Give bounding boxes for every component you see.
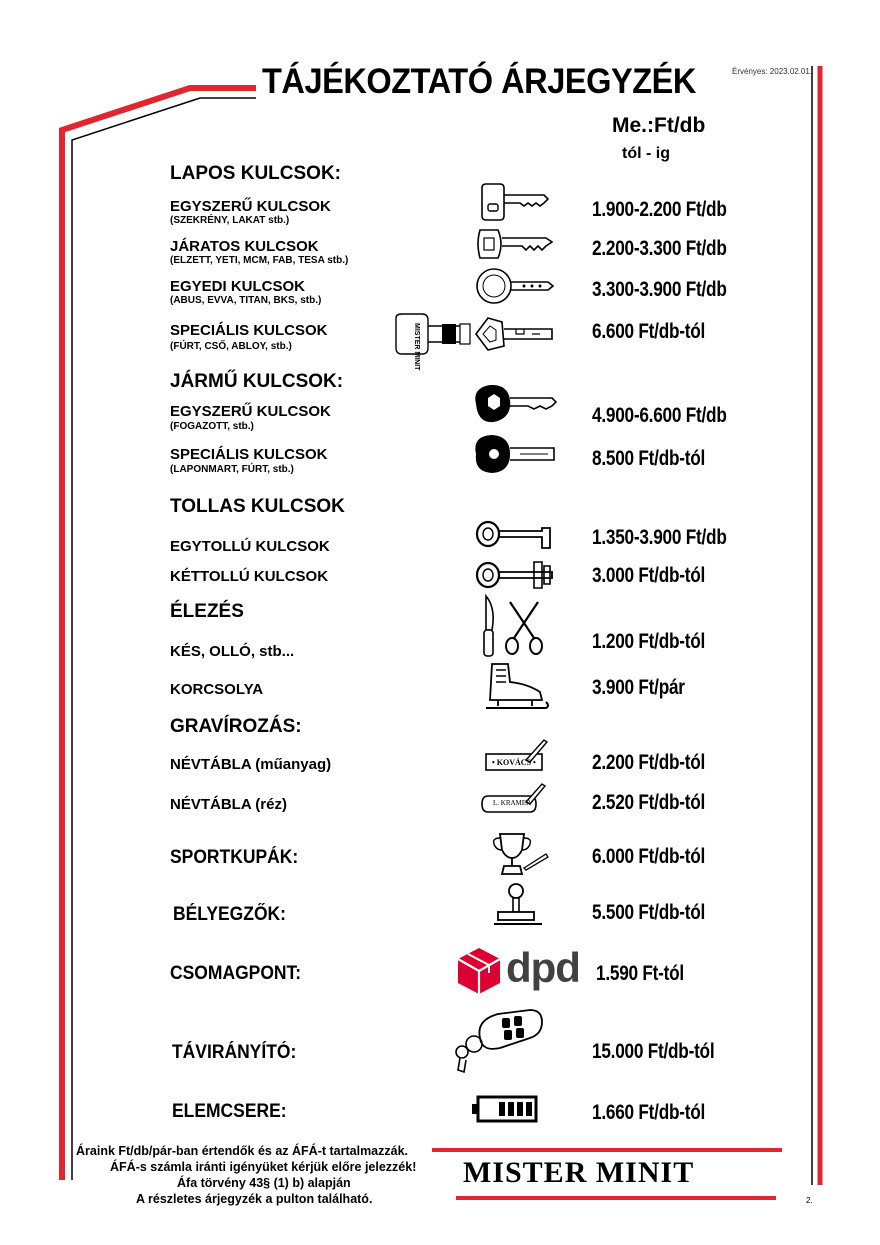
price-nevtabla-rez: 2.520 Ft/db-tól [592,791,706,814]
unit-label: Me.:Ft/db [612,114,706,137]
footer-line-3: Áfa törvény 43§ (1) b) alapján [177,1176,351,1190]
item-elemcsere-label: ELEMCSERE: [172,1101,287,1122]
common-key-icon [474,226,556,262]
item-specialis-sub: (FÚRT, CSŐ, ABLOY, stb.) [170,341,292,352]
double-bit-key-icon [474,558,556,594]
item-egytollu-label: EGYTOLLÚ KULCSOK [170,538,330,555]
price-nevtabla-muanyag: 2.200 Ft/db-tól [592,751,706,774]
trophy-icon [490,830,550,880]
item-specialis-label: SPECIÁLIS KULCSOK [170,322,328,339]
item-egyszeru-sub: (SZEKRÉNY, LAKAT stb.) [170,215,290,226]
price-taviranyito: 15.000 Ft/db-tól [592,1040,715,1063]
item-csomagpont-label: CSOMAGPONT: [170,963,302,984]
remote-control-icon [446,1006,546,1078]
item-korcsolya-label: KORCSOLYA [170,681,264,698]
bit-key-icon [474,518,556,554]
skate-icon [484,660,550,714]
dpd-logo-text: dpd [506,944,580,991]
footer-line-4: A részletes árjegyzék a pulton található. [136,1192,373,1206]
price-sportkupak: 6.000 Ft/db-tól [592,845,706,868]
section-elezes: ÉLEZÉS [170,601,244,622]
item-kes-label: KÉS, OLLÓ, stb... [170,643,295,660]
item-jarmu-egyszeru-sub: (FOGAZOTT, stb.) [170,421,254,432]
item-belyegzok-label: BÉLYEGZŐK: [173,904,287,925]
section-lapos-kulcsok: LAPOS KULCSOK: [170,163,341,184]
battery-icon [470,1094,540,1124]
price-specialis: 6.600 Ft/db-tól [592,320,706,343]
price-jaratos: 2.200-3.300 Ft/db [592,237,727,260]
section-tollas-kulcsok: TOLLAS KULCSOK [170,496,345,517]
item-jaratos-sub: (ELZETT, YETI, MCM, FAB, TESA stb.) [170,255,349,266]
dpd-cube-icon [456,946,502,996]
brand-top-rule [432,1148,782,1152]
price-kettollu: 3.000 Ft/db-tól [592,564,706,587]
mister-minit-tag-text: MISTER MINIT [413,323,420,371]
flat-key-icon [478,182,552,222]
item-taviranyito-label: TÁVIRÁNYÍTÓ: [172,1042,297,1063]
item-kettollu-label: KÉTTOLLÚ KULCSOK [170,568,329,585]
item-jarmu-specialis-label: SPECIÁLIS KULCSOK [170,446,328,463]
price-egytollu: 1.350-3.900 Ft/db [592,526,727,549]
item-sportkupak-label: SPORTKUPÁK: [170,847,299,868]
item-nevtabla-muanyag-label: NÉVTÁBLA (műanyag) [170,756,332,773]
brand-logo: MISTER MINIT [463,1156,695,1189]
item-egyszeru-label: EGYSZERŰ KULCSOK [170,198,331,215]
car-key-icon [470,382,560,426]
abloy-key-icon [472,314,558,354]
special-key-tag-icon [392,312,476,356]
price-egyedi: 3.300-3.900 Ft/db [592,278,727,301]
price-elemcsere: 1.660 Ft/db-tól [592,1101,706,1124]
transponder-key-icon [470,432,560,476]
price-jarmu-specialis: 8.500 Ft/db-tól [592,447,706,470]
scissors-icon [504,598,544,656]
plastic-nameplate-icon [484,736,550,776]
brand-bottom-rule [456,1196,776,1200]
price-kes: 1.200 Ft/db-tól [592,630,706,653]
range-label: tól - ig [622,145,670,162]
price-belyegzok: 5.500 Ft/db-tól [592,901,706,924]
price-egyszeru: 1.900-2.200 Ft/db [592,198,727,221]
section-jarmu-kulcsok: JÁRMŰ KULCSOK: [170,371,344,392]
footer-line-1: Áraink Ft/db/pár-ban értendők és az ÁFÁ-t tartalmazzák. [76,1144,409,1158]
stamp-icon [490,882,546,928]
validity-date: Érvényes: 2023.02.01. [732,67,813,76]
knife-icon [478,594,504,658]
item-nevtabla-rez-label: NÉVTÁBLA (réz) [170,796,287,813]
kramer-plate-text: L. KRAMER [493,799,531,807]
page-title: TÁJÉKOZTATÓ ÁRJEGYZÉK [262,62,696,101]
price-jarmu-egyszeru: 4.900-6.600 Ft/db [592,404,727,427]
item-egyedi-label: EGYEDI KULCSOK [170,278,306,295]
item-jarmu-specialis-sub: (LAPONMART, FÚRT, stb.) [170,464,294,475]
price-csomagpont: 1.590 Ft-tól [596,962,684,985]
item-egyedi-sub: (ABUS, EVVA, TITAN, BKS, stb.) [170,295,322,306]
section-gravirozas: GRAVÍROZÁS: [170,716,302,737]
footer-line-2: ÁFÁ-s számla iránti igényüket kérjük előre jelezzék! [110,1160,417,1174]
security-key-icon [474,266,556,306]
price-korcsolya: 3.900 Ft/pár [592,676,685,699]
item-jaratos-label: JÁRATOS KULCSOK [170,238,319,255]
item-jarmu-egyszeru-label: EGYSZERŰ KULCSOK [170,403,331,420]
page-number: 2. [806,1196,813,1205]
kovacs-plate-text: • KOVÁCS • [492,758,536,767]
